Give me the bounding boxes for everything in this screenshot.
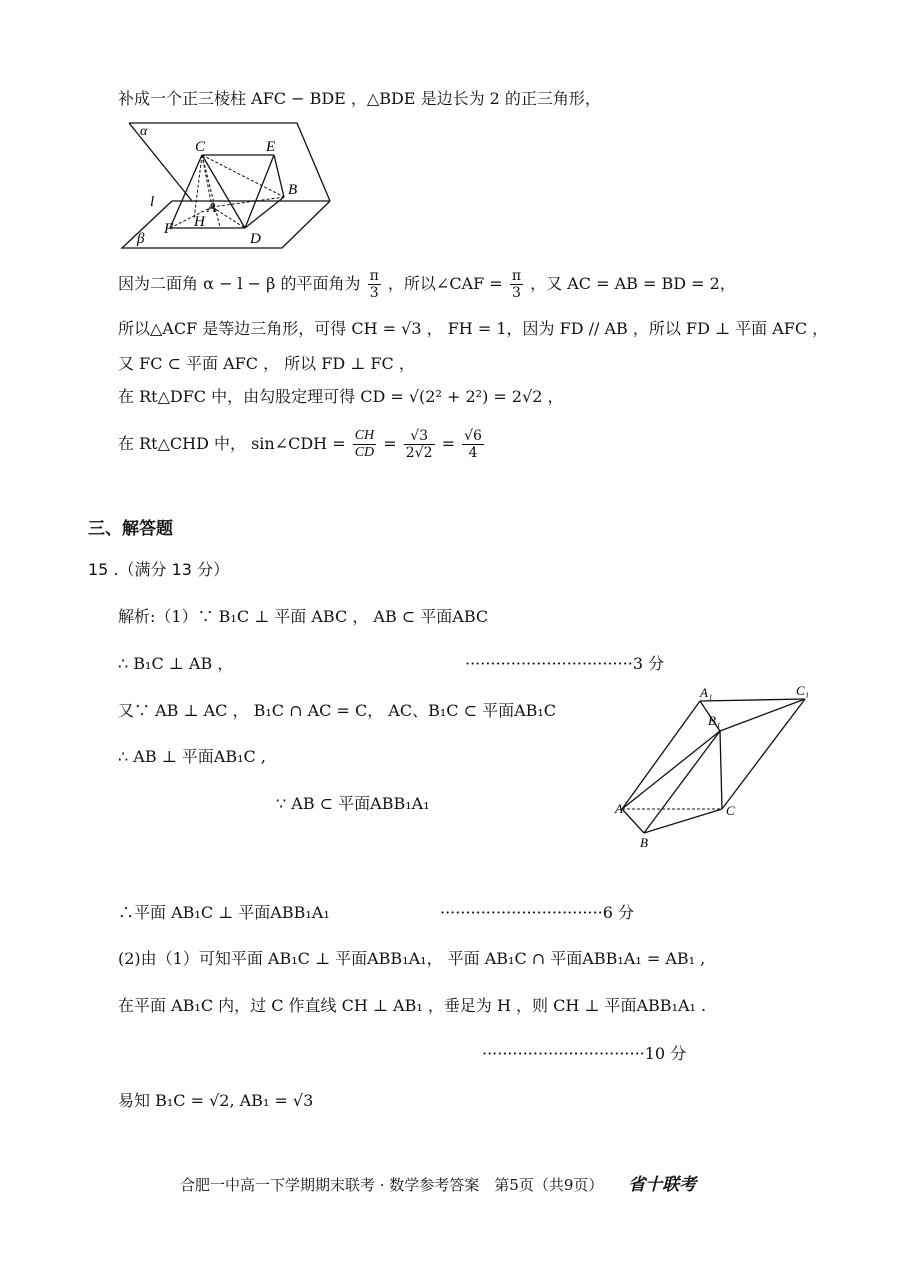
fraction-pi-over-3 bbox=[368, 268, 381, 301]
footer-text: 合肥一中高一下学期期末联考 · 数学参考答案 第5页（共9页） bbox=[180, 1176, 604, 1194]
footer-stamp: 省十联考 bbox=[628, 1175, 697, 1195]
solution-text-line: ∴ B₁C ⊥ AB ， bbox=[118, 654, 234, 673]
label-A: A bbox=[207, 200, 217, 216]
label-B: B bbox=[288, 182, 298, 198]
frac-den: CD bbox=[354, 445, 375, 460]
text-part: 因为二面角 α − l − β 的平面角为 bbox=[118, 274, 361, 293]
frac-den: 2√2 bbox=[405, 445, 433, 461]
question-number: 15 .（满分 13 分） bbox=[88, 560, 230, 579]
frac-num: CH bbox=[354, 428, 375, 443]
dihedral-angle-line bbox=[118, 268, 736, 301]
solution-text-line: 又 FC ⊂ 平面 AFC ， 所以 FD ⊥ FC ， bbox=[118, 354, 415, 373]
prism-figure bbox=[112, 115, 332, 250]
fraction-root6-4 bbox=[462, 428, 484, 461]
solution-text-line: (2)由（1）可知平面 AB₁C ⊥ 平面ABB₁A₁， 平面 AB₁C ∩ 平面ABB₁A₁ = AB₁ , bbox=[118, 949, 706, 968]
frac-den: 3 bbox=[511, 285, 521, 301]
fraction-ch-cd bbox=[353, 428, 376, 461]
solution-text-line: 解析:（1）∵ B₁C ⊥ 平面 ABC ， AB ⊂ 平面ABC bbox=[118, 607, 489, 626]
solution-text-line: 所以△ACF 是等边三角形，可得 CH = √3 ， FH = 1，因为 FD // AB ，所以 FD ⊥ 平面 AFC ， bbox=[118, 319, 829, 338]
frac-den: 4 bbox=[468, 445, 478, 461]
frac-num: √6 bbox=[464, 428, 482, 444]
score-marker: ································6 分 bbox=[440, 903, 635, 922]
frac-den: 3 bbox=[369, 285, 379, 301]
label-l: l bbox=[150, 194, 155, 210]
solution-text-line: 在 Rt△DFC 中，由勾股定理可得 CD = √(2² + 2²) = 2√2 ， bbox=[118, 387, 564, 406]
fraction-pi-over-3 bbox=[510, 268, 523, 301]
label-beta: β bbox=[137, 231, 145, 247]
label-C: C bbox=[195, 139, 206, 155]
label-E: E bbox=[266, 139, 276, 155]
page-footer bbox=[180, 1170, 696, 1195]
text-part: 在 Rt△CHD 中， sin∠CDH = bbox=[118, 434, 346, 453]
text-part: ，所以∠CAF = bbox=[387, 274, 503, 293]
text-part: ，又 AC = AB = BD = 2， bbox=[530, 274, 736, 293]
frac-num: √3 bbox=[404, 428, 435, 445]
label-C1: C₁ bbox=[796, 685, 810, 698]
fraction-root3-2root2 bbox=[404, 428, 435, 461]
label-B: B bbox=[640, 835, 648, 850]
score-marker: ································10 分 bbox=[482, 1044, 687, 1063]
label-A: A bbox=[615, 801, 623, 816]
solution-text-line: ∴平面 AB₁C ⊥ 平面ABB₁A₁ bbox=[118, 903, 330, 922]
label-alpha: α bbox=[140, 124, 148, 139]
label-B1: B₁ bbox=[708, 713, 721, 728]
solution-text-line: 易知 B₁C = √2, AB₁ = √3 bbox=[118, 1091, 314, 1110]
label-H: H bbox=[194, 214, 205, 230]
solution-text-line: 补成一个正三棱柱 AFC − BDE ，△BDE 是边长为 2 的正三角形， bbox=[118, 89, 601, 108]
solution-text-line: 又∵ AB ⊥ AC ， B₁C ∩ AC = C， AC、B₁C ⊂ 平面AB₁C bbox=[118, 701, 557, 720]
section-heading: 三、解答题 bbox=[88, 519, 173, 539]
oblique-prism-figure bbox=[612, 685, 812, 850]
equals-sign: = bbox=[383, 434, 397, 453]
label-F: F bbox=[164, 221, 174, 237]
solution-text-line: ∴ AB ⊥ 平面AB₁C , bbox=[118, 747, 266, 766]
equals-sign: = bbox=[441, 434, 456, 453]
frac-num: π bbox=[369, 268, 379, 284]
label-D: D bbox=[250, 231, 261, 247]
score-marker: ·································3 分 bbox=[465, 654, 665, 673]
label-A1: A₁ bbox=[700, 685, 713, 700]
frac-num: π bbox=[511, 268, 522, 284]
label-C: C bbox=[726, 803, 735, 818]
sin-line bbox=[118, 428, 486, 461]
solution-text-line: 在平面 AB₁C 内，过 C 作直线 CH ⊥ AB₁ ，垂足为 H ，则 CH ⊥ 平面ABB₁A₁ . bbox=[118, 996, 707, 1015]
solution-text-line: ∵ AB ⊂ 平面ABB₁A₁ bbox=[276, 794, 430, 813]
